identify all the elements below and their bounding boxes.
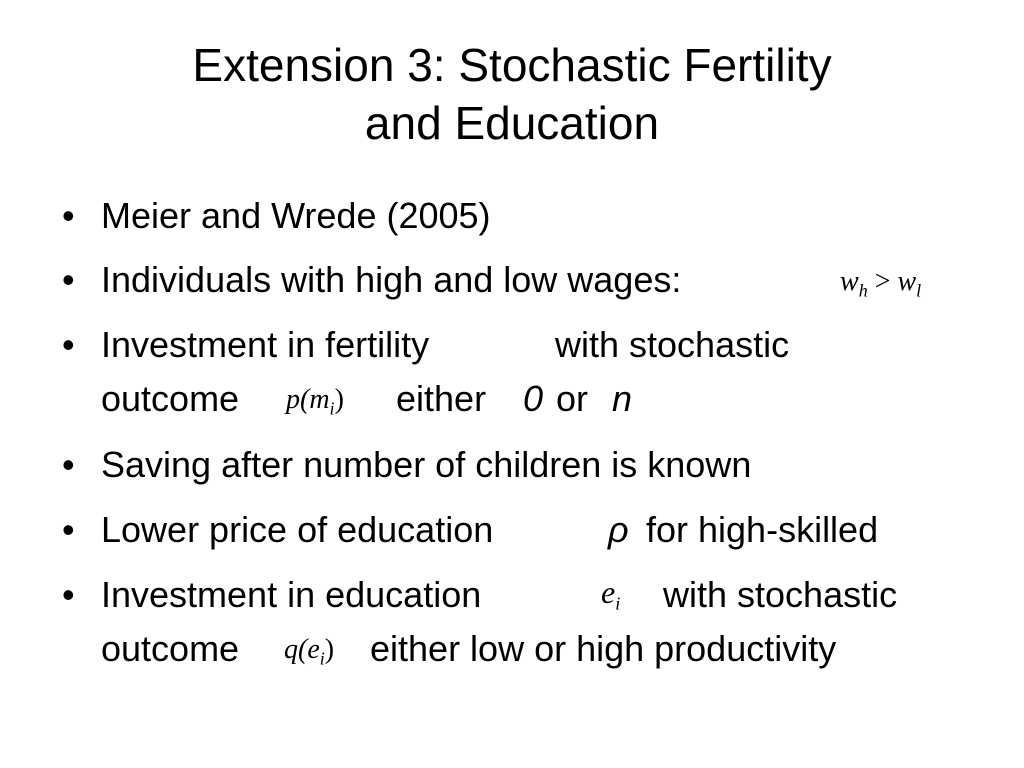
education-probability-formula: [284, 634, 334, 669]
bullet-marker: •: [62, 509, 75, 550]
bullet-3-line2-b: either: [396, 378, 487, 419]
bullet-4-text: Saving after number of children is known: [101, 444, 752, 485]
formula-gt: >: [874, 266, 891, 297]
bullet-2-text: Individuals with high and low wages:: [101, 259, 682, 300]
bullet-6-line2-b: either low or high productivity: [370, 628, 837, 669]
bullet-marker: •: [62, 574, 75, 615]
wage-inequality-formula: [840, 266, 921, 301]
formula-p-sub: i: [329, 398, 335, 419]
formula-wl-sub: l: [916, 280, 922, 301]
bullet-3-line2-a: outcome: [101, 378, 240, 419]
title-line-2: and Education: [364, 97, 660, 149]
formula-p-close: ): [334, 384, 344, 415]
bullet-marker: •: [62, 195, 75, 236]
formula-p-open: p(m: [286, 384, 330, 415]
formula-q-sub: i: [319, 648, 325, 669]
bullet-marker: •: [62, 444, 75, 485]
bullet-1-text: Meier and Wrede (2005): [101, 195, 491, 236]
formula-q-close: ): [324, 634, 335, 665]
formula-wh: w: [840, 266, 859, 297]
bullet-marker: •: [62, 324, 75, 365]
bullet-3-line2-e: n: [612, 378, 633, 419]
formula-wl: w: [897, 266, 917, 297]
formula-wh-sub: h: [858, 280, 868, 301]
formula-e-sub: i: [615, 593, 621, 614]
bullet-5-text-a: Lower price of education: [101, 509, 494, 550]
formula-e: e: [601, 574, 616, 610]
formula-q-open: q(e: [284, 634, 320, 665]
education-investment-formula: [601, 574, 620, 614]
bullet-5-text-b: ρ: [608, 509, 629, 550]
bullet-6-line2-a: outcome: [101, 628, 240, 669]
bullet-6-text-a: Investment in education: [101, 574, 482, 615]
title-line-1: Extension 3: Stochastic Fertility: [192, 39, 832, 91]
bullet-6-text-b: with stochastic: [663, 574, 898, 615]
bullet-marker: •: [62, 259, 75, 300]
bullet-3-line2-c: 0: [523, 378, 544, 419]
fertility-probability-formula: [286, 384, 344, 419]
bullet-3-text-a: Investment in fertility: [101, 324, 430, 365]
bullet-3-line2-d: or: [556, 378, 589, 419]
bullet-3-text-b: with stochastic: [555, 324, 790, 365]
bullet-5-text-c: for high-skilled: [646, 509, 879, 550]
